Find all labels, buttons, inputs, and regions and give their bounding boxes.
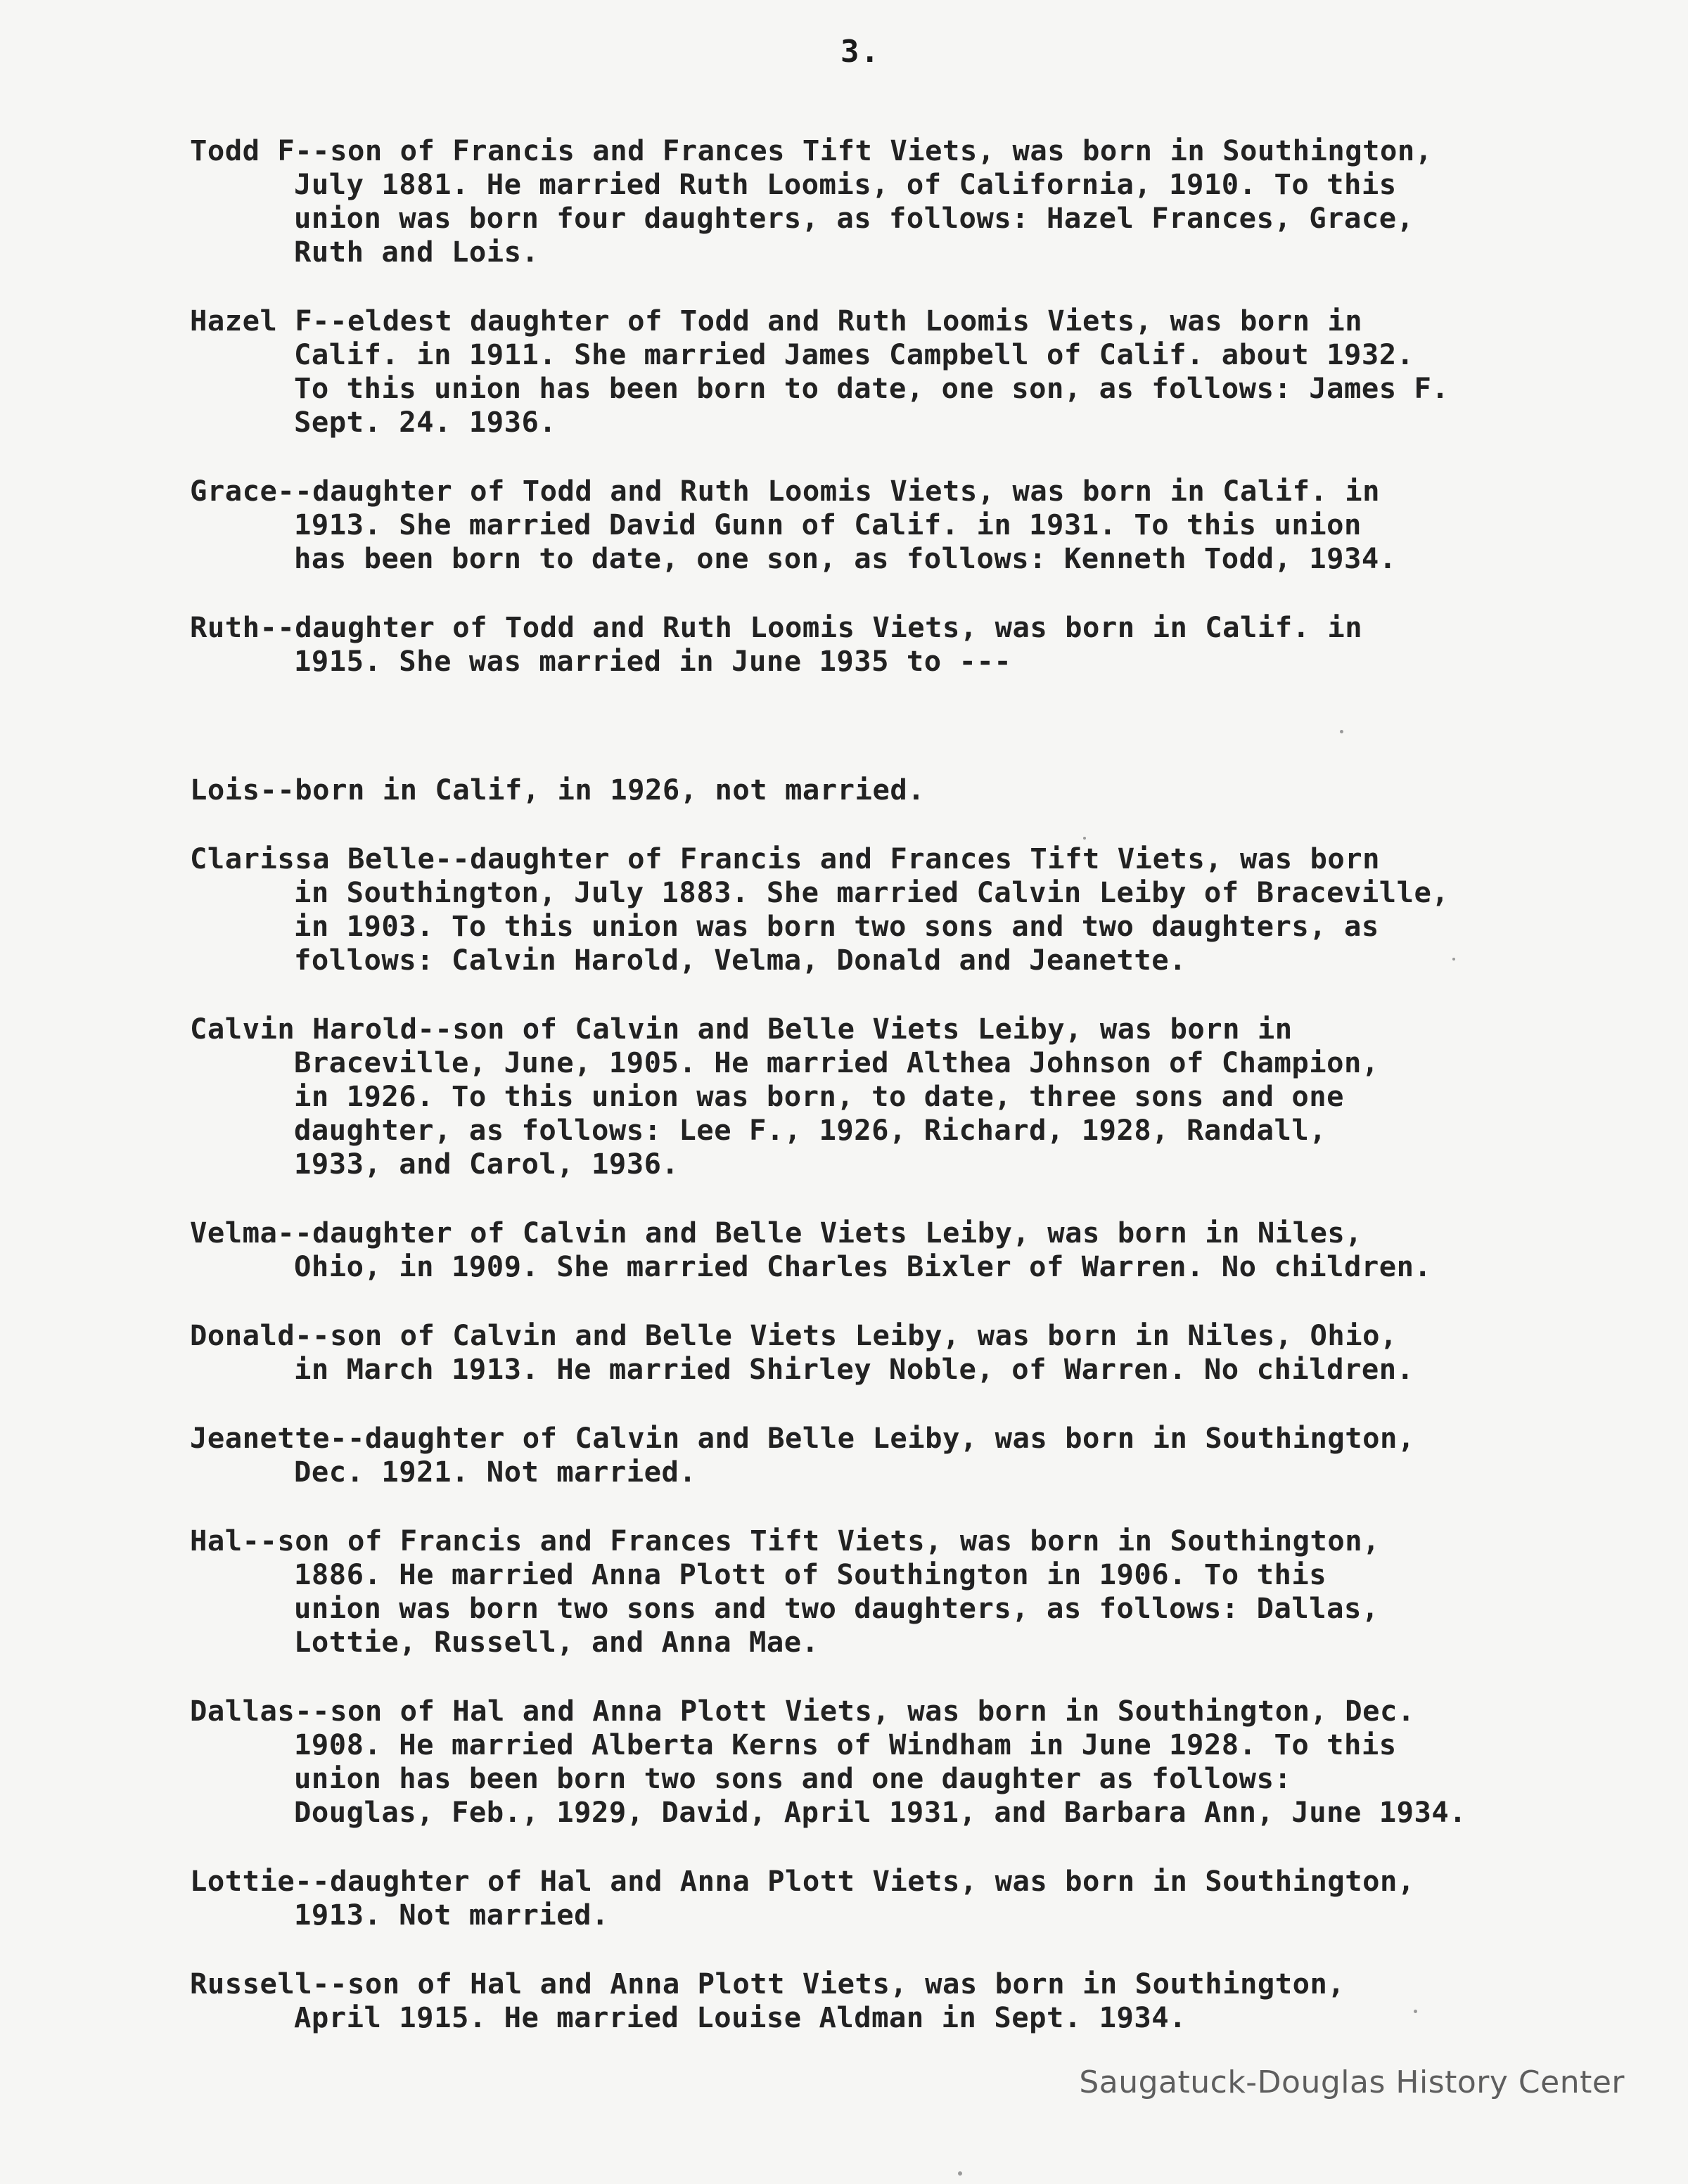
entry-calvin-harold: Calvin Harold--son of Calvin and Belle Viets Leiby, was born in Braceville, June, 1905. He married Althea Johnson of Champion, in 1926. To this union was born, to date, three sons and one daughter, as follows: Lee F., 1926, Richard, 1928, Randall, 1933, and Carol, 1936.: [190, 1012, 1379, 1181]
entry-jeanette: Jeanette--daughter of Calvin and Belle Leiby, was born in Southington, Dec. 1921. Not married.: [190, 1421, 1415, 1489]
page-number: 3.: [840, 34, 881, 70]
entry-grace: Grace--daughter of Todd and Ruth Loomis Viets, was born in Calif. in 1913. She married David Gunn of Calif. in 1931. To this union has been born to date, one son, as follows: Kenneth Todd, 1934.: [190, 474, 1397, 575]
paper-speck: [1452, 958, 1455, 961]
paper-speck: [1083, 837, 1086, 840]
entry-hazel-f: Hazel F--eldest daughter of Todd and Ruth Loomis Viets, was born in Calif. in 1911. She married James Campbell of Calif. about 1932. To this union has been born to date, one son, as follows: James F. Sept. 24. 1936.: [190, 304, 1450, 439]
entry-velma: Velma--daughter of Calvin and Belle Viets Leiby, was born in Niles, Ohio, in 1909. She married Charles Bixler of Warren. No children.: [190, 1216, 1432, 1283]
paper-speck: [1414, 2010, 1417, 2013]
entry-clarissa-belle: Clarissa Belle--daughter of Francis and Frances Tift Viets, was born in Southington, July 1883. She married Calvin Leiby of Braceville, in 1903. To this union was born two sons and two daughters, as follows: Calvin Harold, Velma, Donald and Jeanette.: [190, 842, 1450, 977]
genealogy-entries: [190, 134, 1660, 2034]
entry-hal: Hal--son of Francis and Frances Tift Viets, was born in Southington, 1886. He married Anna Plott of Southington in 1906. To this union was born two sons and two daughters, as follows: Dallas, Lottie, Russell, and Anna Mae.: [190, 1524, 1381, 1659]
entry-donald: Donald--son of Calvin and Belle Viets Leiby, was born in Niles, Ohio, in March 1913. He married Shirley Noble, of Warren. No children.: [190, 1318, 1414, 1386]
entry-lois: Lois--born in Calif, in 1926, not married.: [190, 773, 926, 807]
entry-todd-f: Todd F--son of Francis and Frances Tift Viets, was born in Southington, July 1881. He married Ruth Loomis, of California, 1910. To this union was born four daughters, as follows: Hazel Frances, Grace, Ruth and Lois.: [190, 134, 1433, 269]
paper-speck: [1340, 730, 1343, 733]
paper-speck: [958, 2171, 962, 2176]
entry-ruth: Ruth--daughter of Todd and Ruth Loomis Viets, was born in Calif. in 1915. She was married in June 1935 to ---: [190, 610, 1363, 678]
archive-watermark: Saugatuck-Douglas History Center: [1079, 2064, 1625, 2100]
entry-lottie: Lottie--daughter of Hal and Anna Plott Viets, was born in Southington, 1913. Not married.: [190, 1864, 1415, 1932]
entry-russell: Russell--son of Hal and Anna Plott Viets, was born in Southington, April 1915. He married Louise Aldman in Sept. 1934.: [190, 1967, 1345, 2034]
entry-dallas: Dallas--son of Hal and Anna Plott Viets, was born in Southington, Dec. 1908. He married Alberta Kerns of Windham in June 1928. To this union has been born two sons and one daughter as follows: Douglas, Feb., 1929, David, April 1931, and Barbara Ann, June 1934.: [190, 1694, 1467, 1829]
